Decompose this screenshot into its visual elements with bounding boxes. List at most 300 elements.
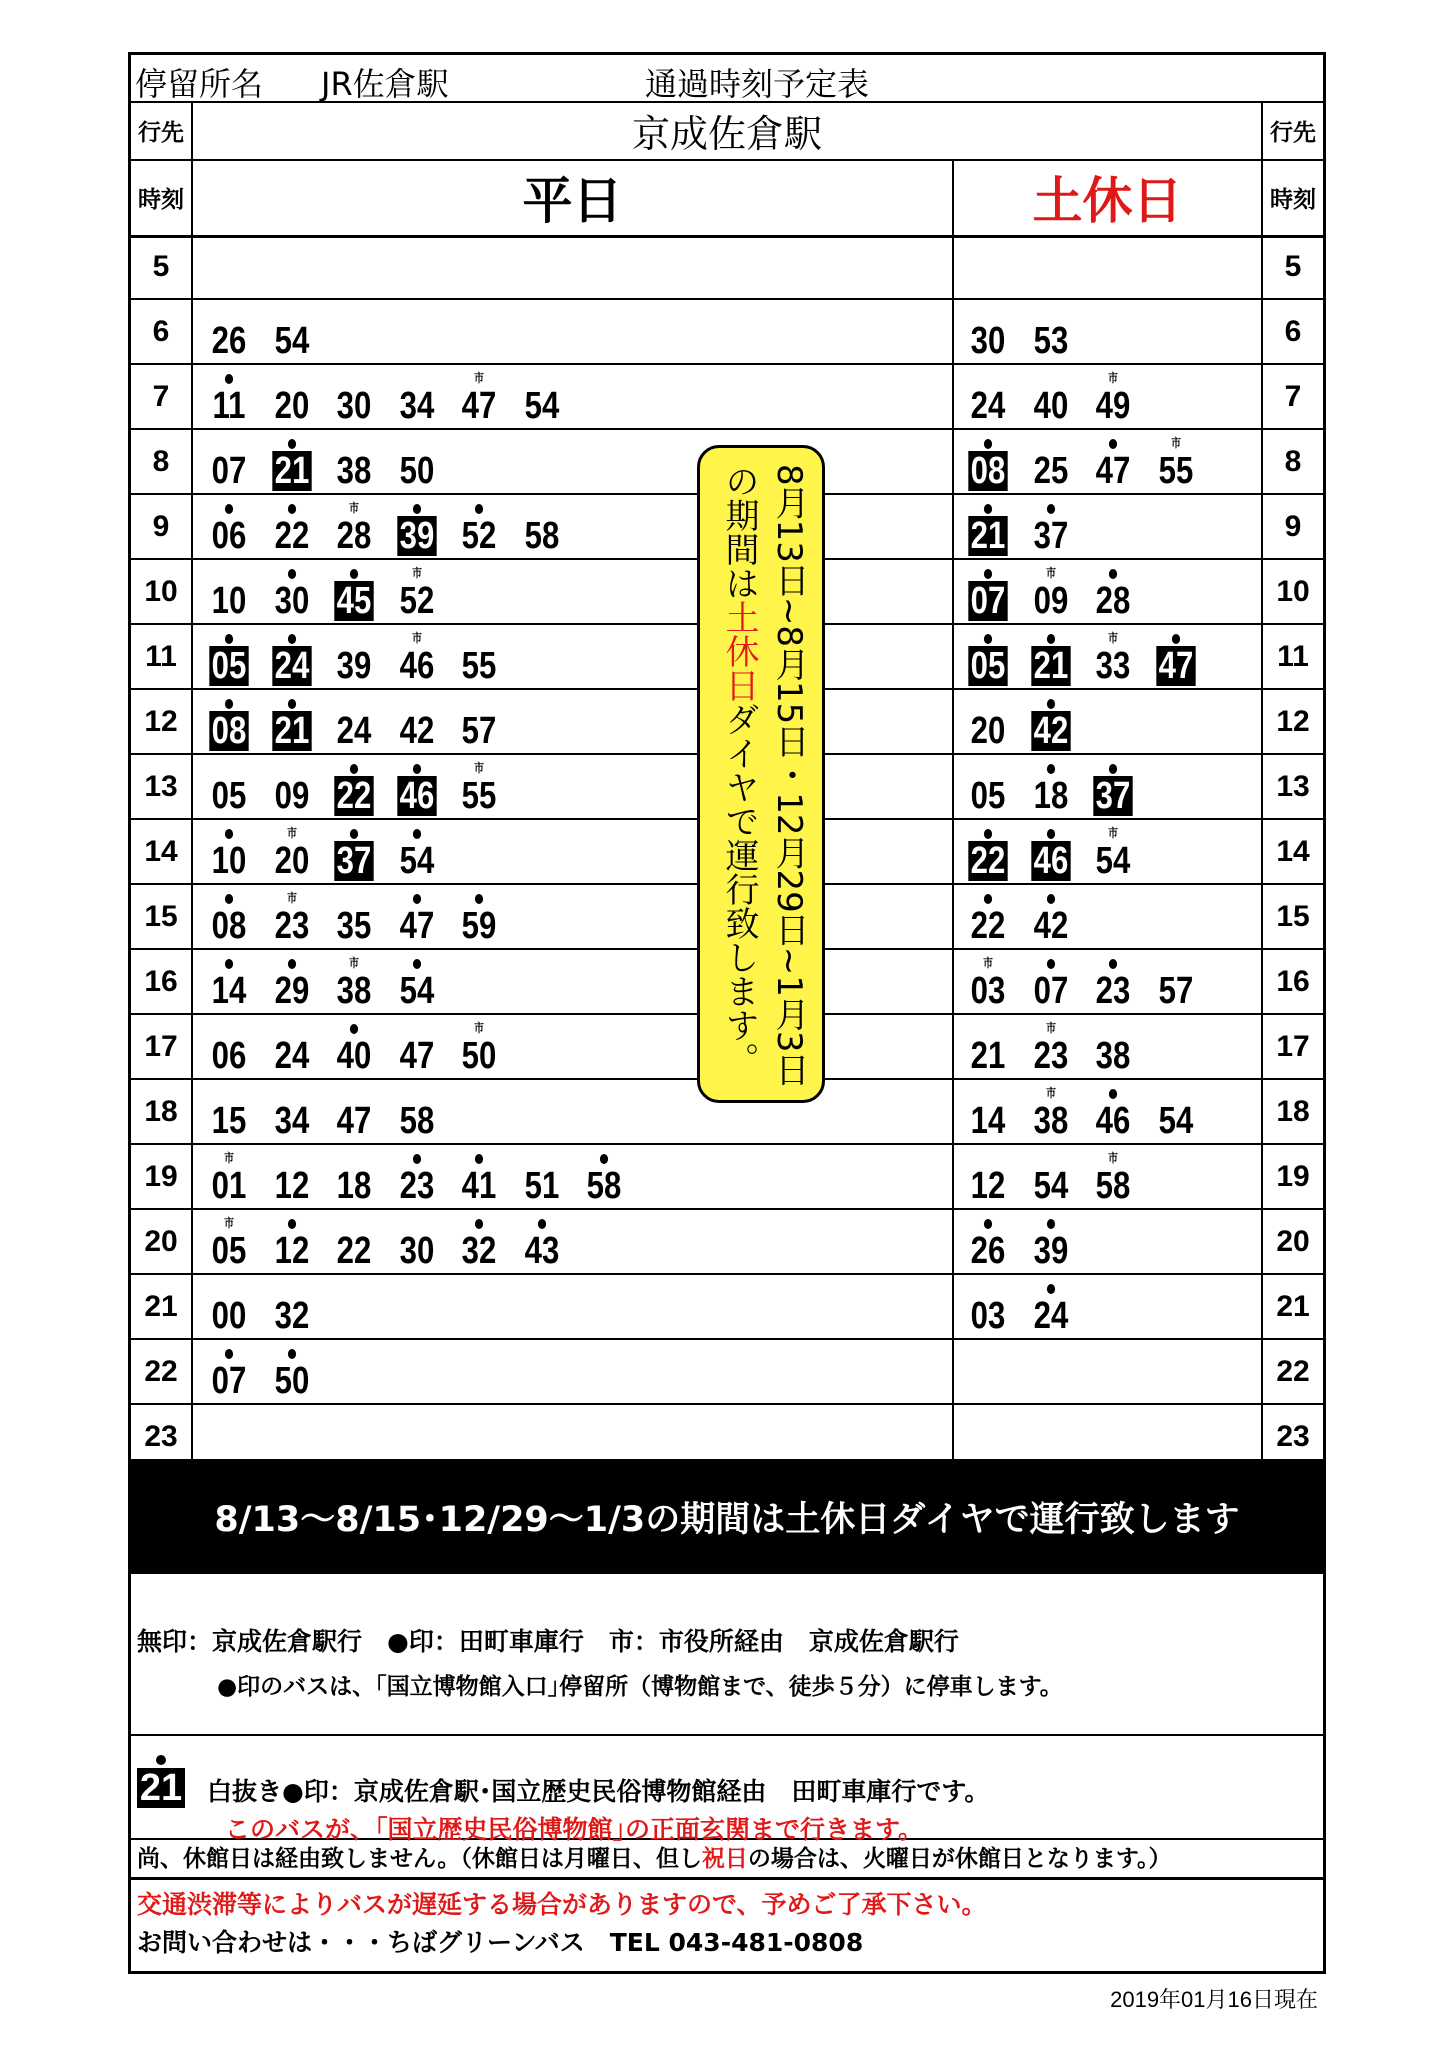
city-hall-mark: 市 — [474, 371, 484, 385]
departure-minute: 40 — [1033, 385, 1068, 427]
weekday-minutes — [193, 495, 954, 558]
departure-minute: 43 — [522, 1231, 561, 1271]
departure-minute: 24 — [970, 385, 1006, 427]
hour-label: 18 — [1261, 1080, 1323, 1143]
legend — [131, 1574, 1323, 1736]
hour-label: 5 — [1261, 235, 1323, 298]
departure-minute: 23 — [1093, 971, 1132, 1011]
hour-label: 9 — [1261, 495, 1323, 558]
departure-minute: 58 — [524, 515, 559, 557]
hour-row — [131, 1275, 1323, 1340]
city-hall-mark: 市 — [224, 1151, 234, 1165]
hour-label: 18 — [131, 1080, 193, 1143]
departure-minute-highlight: 05 — [209, 646, 248, 686]
dot-icon — [287, 1349, 295, 1359]
dot-icon — [1046, 1219, 1054, 1229]
dot-icon — [287, 634, 295, 644]
departure-minute-highlight: 39 — [397, 516, 436, 556]
departure-minute-highlight: 08 — [968, 451, 1007, 491]
departure-minute: 03 — [970, 1295, 1006, 1337]
departure-minute: 54 — [397, 971, 436, 1011]
special-line-2: このバスが、｢国立歴史民俗博物館｣の正面玄関まで行きます。 — [225, 1815, 924, 1844]
weekday-minutes — [193, 690, 954, 753]
weekend-minutes — [954, 300, 1261, 363]
hour-label: 13 — [131, 755, 193, 818]
departure-minute: 54 — [1033, 1165, 1068, 1207]
departure-minute: 18 — [336, 1165, 372, 1207]
dot-icon — [412, 829, 420, 839]
dot-icon — [1109, 439, 1117, 449]
departure-minute-highlight: 47 — [1156, 646, 1195, 686]
city-hall-mark: 市 — [349, 956, 359, 970]
dot-icon — [984, 569, 992, 579]
departure-minute: 55 市 — [461, 761, 497, 817]
dot-icon — [225, 1349, 233, 1359]
departure-minute-highlight: 07 — [968, 581, 1007, 621]
departure-minute: 24 — [1031, 1296, 1070, 1336]
departure-minute: 39 — [1031, 1231, 1070, 1271]
hour-row — [131, 1145, 1323, 1210]
hour-label: 17 — [1261, 1015, 1323, 1078]
hour-label: 10 — [131, 560, 193, 623]
weekday-heading: 平日 — [193, 159, 954, 235]
delay-note: 交通渋滞等によりバスが遅延する場合がありますので、予めご了承下さい。 — [137, 1890, 987, 1919]
departure-minute: 54 市 — [1095, 826, 1131, 882]
departure-minute: 05 — [970, 775, 1006, 817]
departure-minute: 59 — [459, 906, 498, 946]
weekend-minutes — [954, 950, 1261, 1013]
dot-icon — [350, 569, 358, 579]
weekend-minutes — [954, 625, 1261, 688]
closed-note-red: 祝日 — [701, 1846, 748, 1872]
dot-icon — [225, 829, 233, 839]
departure-minute-highlight: 05 — [968, 646, 1007, 686]
dot-icon — [225, 894, 233, 904]
departure-minute: 23 市 — [274, 891, 309, 947]
departure-minute: 12 — [272, 1231, 311, 1271]
departure-minute: 50 市 — [461, 1021, 497, 1077]
departure-minute: 22 — [968, 906, 1007, 946]
day-type-row — [131, 159, 1323, 238]
hour-label: 13 — [1261, 755, 1323, 818]
departure-minute: 41 — [459, 1166, 498, 1206]
hour-label: 11 — [131, 625, 193, 688]
departure-minute: 34 — [399, 385, 434, 427]
weekend-minutes — [954, 430, 1261, 493]
departure-minute: 52 — [459, 516, 498, 556]
page-title: 通過時刻予定表 — [645, 65, 870, 103]
weekday-minutes — [193, 235, 954, 298]
dot-icon — [350, 829, 358, 839]
departure-minute: 58 — [584, 1166, 623, 1206]
departure-minute: 26 — [968, 1231, 1007, 1271]
weekday-minutes — [193, 430, 954, 493]
departure-minute-highlight: 22 — [968, 841, 1007, 881]
hour-label: 19 — [1261, 1145, 1323, 1208]
hour-row — [131, 300, 1323, 365]
departure-minute-highlight: 24 — [272, 646, 311, 686]
departure-minute: 10 — [211, 580, 247, 622]
departure-minute-highlight: 21 — [272, 711, 311, 751]
departure-minute: 52 市 — [399, 566, 434, 622]
departure-minute: 34 — [274, 1100, 309, 1142]
dot-icon — [984, 439, 992, 449]
departure-minute: 05 — [211, 775, 247, 817]
dot-icon — [412, 894, 420, 904]
departure-minute: 33 市 — [1095, 631, 1131, 687]
departure-minute: 54 — [1158, 1100, 1193, 1142]
hour-row — [131, 1210, 1323, 1275]
weekend-minutes — [954, 1340, 1261, 1403]
departure-minute: 24 — [274, 1035, 309, 1077]
city-hall-mark: 市 — [983, 956, 993, 970]
city-hall-mark: 市 — [1045, 1021, 1056, 1035]
hour-label: 20 — [1261, 1210, 1323, 1273]
departure-minute: 20 — [274, 385, 309, 427]
departure-minute: 26 — [211, 320, 247, 362]
city-hall-mark: 市 — [1108, 1151, 1118, 1165]
dot-icon — [287, 1219, 295, 1229]
city-hall-mark: 市 — [1045, 566, 1056, 580]
dot-icon — [225, 699, 233, 709]
hour-label: 22 — [1261, 1340, 1323, 1403]
departure-minute: 22 — [272, 516, 311, 556]
departure-minute: 22 — [336, 1230, 372, 1272]
departure-minute: 12 — [274, 1165, 309, 1207]
city-hall-mark: 市 — [286, 891, 297, 905]
weekend-minutes — [954, 1015, 1261, 1078]
departure-minute: 54 — [274, 320, 309, 362]
weekday-minutes — [193, 820, 954, 883]
weekend-minutes — [954, 495, 1261, 558]
weekday-minutes — [193, 625, 954, 688]
notice-text-1: 8月13日~8月15日・12月29日~1月3日の期間は — [719, 464, 809, 1087]
departure-minute-highlight: 45 — [334, 581, 373, 621]
hour-label: 22 — [131, 1340, 193, 1403]
weekday-minutes — [193, 755, 954, 818]
departure-minute: 30 — [970, 320, 1006, 362]
hour-label: 7 — [131, 365, 193, 428]
weekend-minutes — [954, 235, 1261, 298]
stop-name: JR佐倉駅 — [321, 65, 449, 103]
dot-icon — [1109, 569, 1117, 579]
city-hall-mark: 市 — [1108, 826, 1118, 840]
city-hall-mark: 市 — [411, 631, 422, 645]
weekend-minutes — [954, 885, 1261, 948]
weekday-minutes — [193, 1015, 954, 1078]
weekend-minutes — [954, 1080, 1261, 1143]
special-bus-note — [131, 1736, 1323, 1844]
departure-minute-highlight: 46 — [397, 776, 436, 816]
departure-minute: 23 — [397, 1166, 436, 1206]
city-hall-mark: 市 — [224, 1216, 234, 1230]
departure-minute: 09 市 — [1033, 566, 1068, 622]
dot-icon — [1046, 1284, 1054, 1294]
city-hall-mark: 市 — [1108, 371, 1118, 385]
departure-minute: 55 — [461, 645, 497, 687]
departure-minute: 07 — [211, 450, 247, 492]
dot-icon — [350, 1024, 358, 1034]
weekday-minutes — [193, 560, 954, 623]
departure-minute-highlight: 42 — [1031, 711, 1070, 751]
dot-icon — [287, 569, 295, 579]
city-hall-mark: 市 — [1170, 436, 1181, 450]
dot-icon — [350, 764, 358, 774]
departure-minute: 42 — [1031, 906, 1070, 946]
dot-icon — [412, 959, 420, 969]
departure-minute: 24 — [336, 710, 372, 752]
departure-minute: 00 — [211, 1295, 247, 1337]
dot-icon — [1046, 959, 1054, 969]
hour-row — [131, 365, 1323, 430]
dot-icon — [537, 1219, 545, 1229]
destination: 京成佐倉駅 — [631, 111, 822, 156]
departure-minute: 28 市 — [336, 501, 372, 557]
departure-minute: 47 — [397, 906, 436, 946]
dot-icon — [984, 504, 992, 514]
city-hall-mark: 市 — [1108, 631, 1118, 645]
weekday-minutes — [193, 300, 954, 363]
dot-icon — [287, 959, 295, 969]
departure-minute: 49 市 — [1095, 371, 1131, 427]
hour-label: 14 — [1261, 820, 1323, 883]
dot-icon — [475, 894, 483, 904]
dot-icon — [225, 504, 233, 514]
notice-text-2: ダイヤで運行致します。 — [719, 702, 759, 1076]
weekday-minutes — [193, 950, 954, 1013]
hour-label: 19 — [131, 1145, 193, 1208]
departure-minute: 30 — [336, 385, 372, 427]
departure-minute: 35 — [336, 905, 372, 947]
city-hall-mark: 市 — [286, 826, 297, 840]
dot-icon — [225, 374, 233, 384]
dot-icon — [1046, 634, 1054, 644]
departure-minute: 06 — [211, 1035, 247, 1077]
dot-icon — [412, 764, 420, 774]
dot-icon — [984, 1219, 992, 1229]
hour-label: 11 — [1261, 625, 1323, 688]
departure-minute: 39 — [336, 645, 372, 687]
departure-minute: 20 市 — [274, 826, 309, 882]
departure-minute: 25 — [1033, 450, 1068, 492]
hour-label: 21 — [1261, 1275, 1323, 1338]
departure-minute: 14 — [970, 1100, 1006, 1142]
departure-minute: 03 市 — [970, 956, 1006, 1012]
stop-label: 停留所名 — [135, 65, 264, 103]
weekday-minutes — [193, 1210, 954, 1273]
departure-minute: 01 市 — [211, 1151, 247, 1207]
departure-minute: 38 市 — [336, 956, 372, 1012]
departure-minute: 38 — [336, 450, 372, 492]
departure-minute: 23 市 — [1033, 1021, 1068, 1077]
dot-icon — [984, 634, 992, 644]
weekend-minutes — [954, 365, 1261, 428]
dot-icon — [475, 1219, 483, 1229]
departure-minute: 12 — [970, 1165, 1006, 1207]
departure-minute-highlight: 08 — [209, 711, 248, 751]
departure-minute: 53 — [1033, 320, 1068, 362]
dot-icon — [984, 829, 992, 839]
contact-info: お問い合わせは・・・ちばグリーンバス TEL 043-481-0808 — [137, 1928, 864, 1957]
dot-icon — [412, 504, 420, 514]
departure-minute: 54 — [397, 841, 436, 881]
hour-label: 10 — [1261, 560, 1323, 623]
dot-icon — [1109, 959, 1117, 969]
hour-label: 12 — [131, 690, 193, 753]
timetable-sheet — [128, 52, 1326, 1974]
city-hall-mark: 市 — [349, 501, 359, 515]
departure-minute: 18 — [1031, 776, 1070, 816]
dot-icon — [1046, 764, 1054, 774]
closed-day-note: 尚、休館日は経由致しません。（休館日は月曜日、但し祝日の場合は、火曜日が休館日となります。） — [131, 1840, 1323, 1880]
hour-label: 14 — [131, 820, 193, 883]
departure-minute-highlight: 21 — [968, 516, 1007, 556]
hour-label: 20 — [131, 1210, 193, 1273]
hour-label: 15 — [1261, 885, 1323, 948]
sample-inverted-minute: 21 — [137, 1768, 185, 1808]
departure-minute: 21 — [970, 1035, 1006, 1077]
departure-minute: 32 — [274, 1295, 309, 1337]
departure-minute: 46 — [1093, 1101, 1132, 1141]
legend-line-1: 無印：京成佐倉駅行 ●印：田町車庫行 市：市役所経由 京成佐倉駅行 — [137, 1627, 959, 1656]
departure-minute: 47 — [1093, 451, 1132, 491]
departure-minute: 07 — [209, 1361, 248, 1401]
departure-minute: 14 — [209, 971, 248, 1011]
departure-minute: 54 — [524, 385, 559, 427]
city-hall-mark: 市 — [474, 761, 484, 775]
hour-label: 9 — [131, 495, 193, 558]
weekend-minutes — [954, 820, 1261, 883]
dot-icon — [984, 894, 992, 904]
hour-label: 6 — [1261, 300, 1323, 363]
hour-label: 23 — [1261, 1405, 1323, 1468]
dot-icon — [287, 504, 295, 514]
title-row — [131, 55, 1323, 103]
special-line-1: 白抜き●印：京成佐倉駅･国立歴史民俗博物館経由 田町車庫行です。 — [207, 1777, 990, 1806]
dest-label-left: 行先 — [131, 101, 193, 159]
holiday-notice-box — [697, 445, 825, 1103]
dest-label-right: 行先 — [1261, 101, 1323, 159]
hour-label: 8 — [1261, 430, 1323, 493]
city-hall-mark: 市 — [474, 1021, 484, 1035]
departure-minute: 38 市 — [1033, 1086, 1068, 1142]
notice-text-red: 土休日 — [719, 600, 759, 702]
departure-minute: 37 — [1031, 516, 1070, 556]
departure-minute: 42 — [399, 710, 434, 752]
dot-icon — [412, 1154, 420, 1164]
dot-icon — [1109, 1089, 1117, 1099]
dot-icon — [1046, 894, 1054, 904]
departure-minute-highlight: 21 — [272, 451, 311, 491]
dot-icon — [1046, 504, 1054, 514]
city-hall-mark: 市 — [411, 566, 422, 580]
departure-minute: 29 — [272, 971, 311, 1011]
holiday-banner: 8/13～8/15･12/29～1/3の期間は土休日ダイヤで運行致します — [131, 1459, 1323, 1574]
departure-minute: 08 — [209, 906, 248, 946]
weekend-minutes — [954, 690, 1261, 753]
departure-minute: 28 — [1093, 581, 1132, 621]
weekend-minutes — [954, 1275, 1261, 1338]
departure-minute: 32 — [459, 1231, 498, 1271]
hour-label: 8 — [131, 430, 193, 493]
time-label-right: 時刻 — [1261, 159, 1323, 235]
hour-label: 6 — [131, 300, 193, 363]
hour-label: 21 — [131, 1275, 193, 1338]
departure-minute: 38 — [1095, 1035, 1131, 1077]
dot-icon — [475, 504, 483, 514]
hour-label: 16 — [131, 950, 193, 1013]
departure-minute-highlight: 37 — [334, 841, 373, 881]
departure-minute-highlight: 21 — [1031, 646, 1070, 686]
departure-minute: 30 — [272, 581, 311, 621]
legend-line-2: ●印のバスは、｢国立博物館入口｣停留所（博物館まで、徒歩５分）に停車します。 — [217, 1674, 1063, 1700]
weekday-minutes — [193, 1080, 954, 1143]
dot-icon — [1171, 634, 1179, 644]
departure-minute: 46 市 — [399, 631, 434, 687]
weekend-minutes — [954, 755, 1261, 818]
weekend-minutes — [954, 1210, 1261, 1273]
hour-label: 16 — [1261, 950, 1323, 1013]
departure-minute: 09 — [274, 775, 309, 817]
departure-minute: 47 市 — [461, 371, 497, 427]
departure-minute: 30 — [399, 1230, 434, 1272]
departure-minute-highlight: 22 — [334, 776, 373, 816]
departure-minute: 57 — [1158, 970, 1193, 1012]
departure-minute: 51 — [524, 1165, 559, 1207]
departure-minute: 05 市 — [211, 1216, 247, 1272]
departure-minute: 58 市 — [1095, 1151, 1131, 1207]
hour-label: 23 — [131, 1405, 193, 1468]
weekend-minutes — [954, 1145, 1261, 1208]
weekend-heading: 土休日 — [1032, 172, 1183, 230]
dot-icon — [287, 699, 295, 709]
as-of-date: 2019年01月16日現在 — [1110, 1987, 1318, 2012]
departure-minute: 58 — [399, 1100, 434, 1142]
departure-minute-highlight: 37 — [1093, 776, 1132, 816]
dot-icon — [1046, 829, 1054, 839]
hour-label: 17 — [131, 1015, 193, 1078]
departure-minute-highlight: 46 — [1031, 841, 1070, 881]
departure-minute: 50 — [399, 450, 434, 492]
weekday-minutes — [193, 1340, 954, 1403]
departure-minute: 50 — [272, 1361, 311, 1401]
dot-icon — [1046, 699, 1054, 709]
departure-minute: 06 — [209, 516, 248, 556]
weekday-minutes — [193, 1275, 954, 1338]
departure-minute: 11 — [209, 386, 248, 426]
departure-minute: 15 — [211, 1100, 247, 1142]
dot-icon — [225, 959, 233, 969]
dot-icon — [287, 439, 295, 449]
departure-minute: 57 — [461, 710, 497, 752]
dot-icon — [475, 1154, 483, 1164]
dot-icon — [600, 1154, 608, 1164]
hour-row — [131, 1340, 1323, 1405]
destination-row — [131, 101, 1323, 161]
departure-minute: 47 — [399, 1035, 434, 1077]
dot-icon — [156, 1755, 166, 1765]
weekday-minutes — [193, 1145, 954, 1208]
hour-label: 15 — [131, 885, 193, 948]
weekend-minutes — [954, 560, 1261, 623]
departure-minute: 20 — [970, 710, 1006, 752]
hour-row — [131, 235, 1323, 300]
departure-minute: 40 — [334, 1036, 373, 1076]
hour-label: 7 — [1261, 365, 1323, 428]
departure-minute: 55 市 — [1158, 436, 1193, 492]
departure-minute: 10 — [209, 841, 248, 881]
time-label-left: 時刻 — [131, 159, 193, 235]
